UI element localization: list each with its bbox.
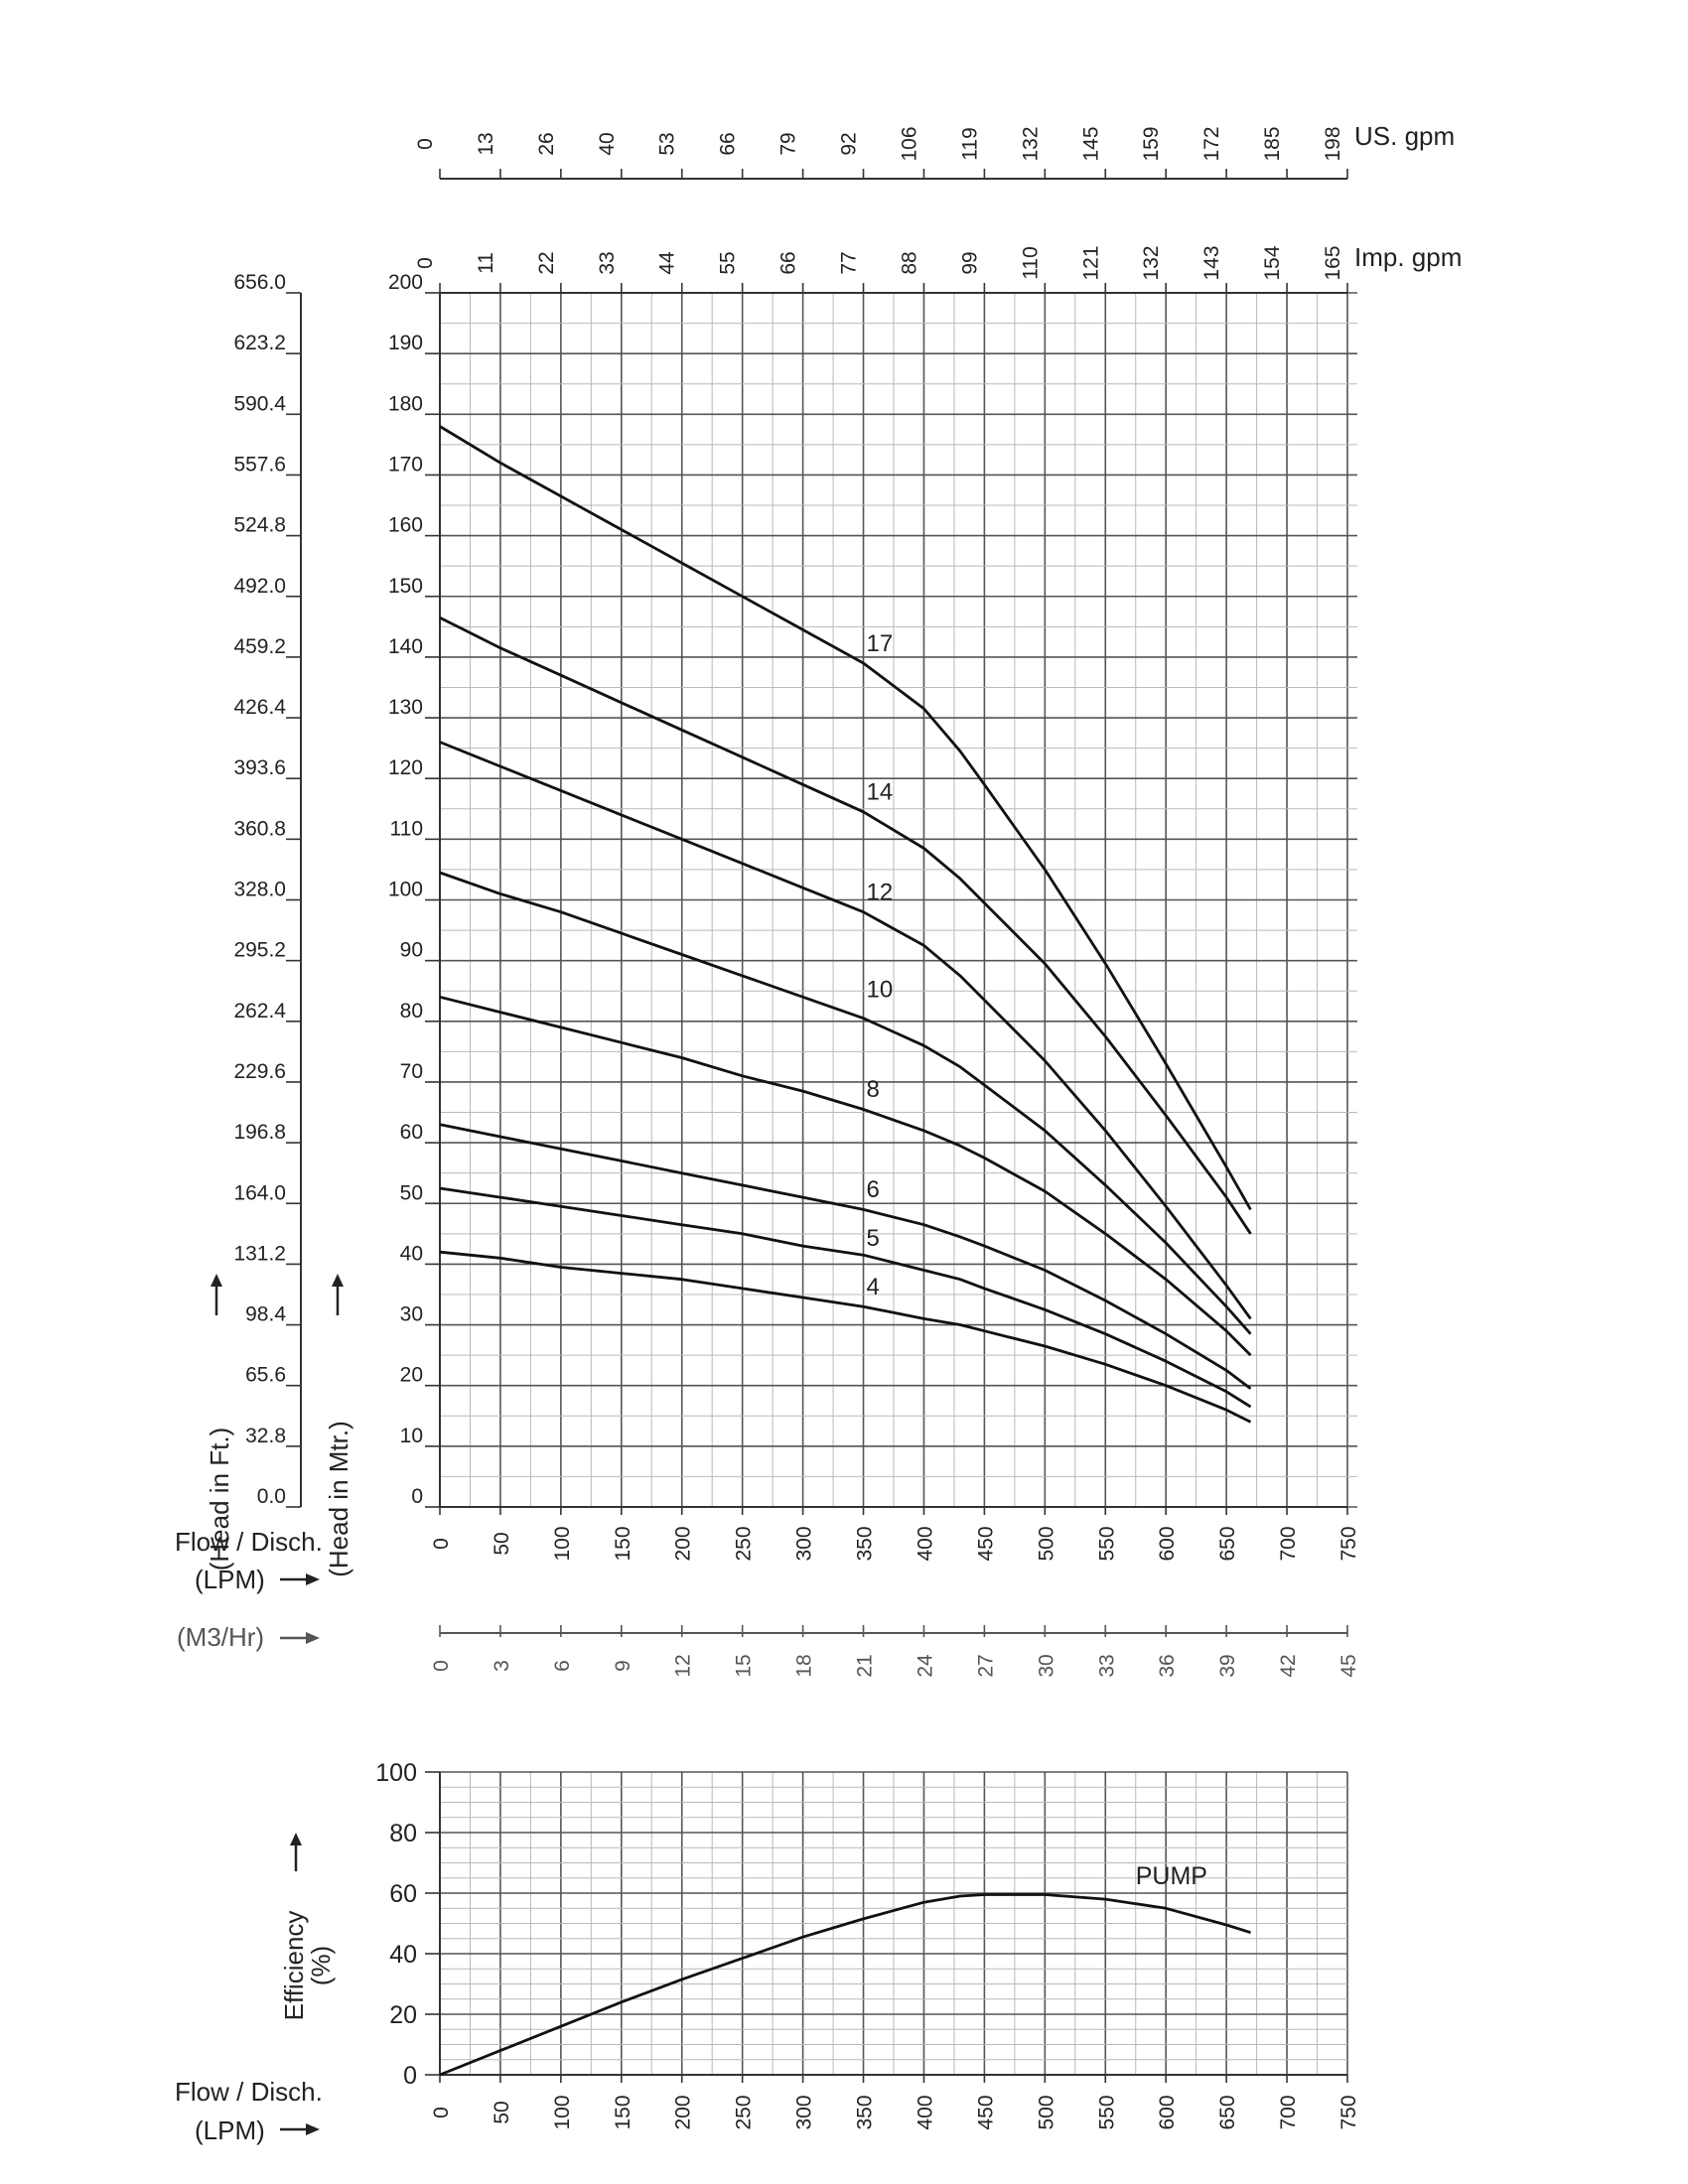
x-tick-label-lpm: 150 [611,1526,634,1562]
x-tick-label-lpm: 600 [1156,1526,1180,1562]
head-m-arrow-icon [332,1274,344,1315]
m3hr-tick-label: 24 [914,1654,937,1678]
x-tick-label-lpm: 200 [671,1526,695,1562]
x-tick-label-lpm: 500 [1035,1526,1058,1562]
impgpm-tick-label: 110 [1019,246,1043,280]
y-tick-label-m: 110 [389,817,423,841]
impgpm-tick-label: 99 [958,251,982,275]
y-tick-label-ft: 393.6 [233,756,286,780]
y-tick-label-ft: 262.4 [233,999,286,1023]
y-tick-label-ft: 295.2 [233,938,286,962]
x-tick-label-lpm: 400 [914,1526,937,1562]
head-ft-arrow-icon [211,1274,222,1315]
y-tick-label-m: 160 [387,513,423,537]
m3hr-tick-label: 9 [611,1660,634,1672]
eff-y-tick-label: 100 [375,1759,417,1787]
y-tick-label-ft: 492.0 [233,574,286,598]
eff-x-tick-label: 700 [1277,2095,1301,2130]
efficiency-unit-title: (%) [306,1945,336,1986]
x-tick-label-lpm: 450 [974,1526,998,1562]
x-tick-label-lpm: 50 [490,1532,513,1556]
y-tick-label-m: 200 [387,271,423,294]
m3hr-tick-label: 0 [430,1660,453,1672]
y-tick-label-m: 30 [399,1302,423,1326]
impgpm-tick-label: 0 [414,257,437,269]
impgpm-tick-label: 154 [1261,245,1285,281]
usgpm-tick-label: 40 [595,132,619,156]
eff-x-tick-label: 0 [430,2107,453,2118]
y-tick-label-m: 190 [387,332,423,355]
y-tick-label-ft: 229.6 [233,1059,286,1083]
m3hr-tick-label: 45 [1337,1654,1360,1678]
eff-y-tick-label: 80 [389,1820,417,1847]
eff-y-tick-label: 40 [389,1941,417,1969]
eff-y-tick-label: 0 [403,2062,417,2090]
x-tick-label-lpm: 250 [732,1526,756,1562]
imp-gpm-unit-label: Imp. gpm [1354,242,1463,272]
x-tick-label-lpm: 550 [1095,1526,1119,1562]
x-tick-label-lpm: 650 [1216,1526,1240,1562]
y-tick-label-m: 60 [399,1121,423,1145]
y-tick-label-m: 170 [387,453,423,477]
y-tick-label-m: 70 [399,1059,423,1083]
usgpm-tick-label: 13 [474,132,497,156]
curve-label-4: 4 [866,1273,880,1300]
usgpm-tick-label: 132 [1019,126,1043,162]
eff-x-tick-label: 400 [914,2095,937,2130]
y-tick-label-m: 10 [399,1424,423,1447]
usgpm-tick-label: 145 [1079,126,1103,162]
x-tick-label-lpm: 750 [1337,1526,1360,1562]
impgpm-tick-label: 33 [595,251,619,275]
eff-x-tick-label: 600 [1156,2095,1180,2130]
eff-x-tick-label: 50 [490,2101,513,2124]
impgpm-tick-label: 88 [898,251,921,275]
efficiency-curve-label: PUMP [1135,1861,1207,1890]
usgpm-tick-label: 159 [1140,126,1164,162]
y-tick-label-ft: 32.8 [245,1424,286,1447]
curve-label-17: 17 [866,629,894,657]
usgpm-tick-label: 185 [1261,126,1285,162]
y-tick-label-ft: 328.0 [233,878,286,901]
lpm-axis-title: (LPM) [195,1565,265,1594]
m3hr-tick-label: 27 [974,1654,998,1678]
y-tick-label-ft: 0.0 [256,1485,286,1508]
impgpm-tick-label: 55 [716,251,740,275]
lpm-arrow-icon [280,1573,320,1585]
y-tick-label-m: 0 [411,1485,423,1508]
y-tick-label-ft: 65.6 [245,1363,286,1387]
m3hr-tick-label: 3 [490,1660,513,1672]
curve-label-5: 5 [866,1225,880,1253]
y-tick-label-ft: 360.8 [233,817,286,841]
flow-axis-title-2: Flow / Disch. [175,2077,323,2107]
head-ft-axis-title: (Head in Ft.) [205,1427,234,1571]
impgpm-tick-label: 121 [1079,245,1103,281]
y-tick-label-ft: 656.0 [233,271,286,294]
x-tick-label-lpm: 100 [550,1526,574,1562]
x-tick-label-lpm: 350 [853,1526,877,1562]
eff-x-tick-label: 100 [550,2095,574,2130]
eff-x-tick-label: 450 [974,2095,998,2130]
y-tick-label-ft: 131.2 [233,1242,286,1266]
y-tick-label-ft: 590.4 [233,392,286,416]
eff-x-tick-label: 150 [611,2095,634,2130]
m3hr-tick-label: 12 [671,1654,695,1678]
eff-x-tick-label: 650 [1216,2095,1240,2130]
grid-layer [440,293,1357,2075]
y-tick-label-ft: 524.8 [233,513,286,537]
m3hr-tick-label: 18 [792,1654,816,1678]
y-tick-label-ft: 623.2 [233,332,286,355]
y-tick-label-m: 80 [399,999,423,1023]
y-tick-label-m: 90 [399,938,423,962]
lpm-arrow-icon-2 [280,2123,320,2135]
eff-x-tick-label: 300 [792,2095,816,2130]
y-tick-label-ft: 98.4 [245,1302,286,1326]
impgpm-tick-label: 132 [1140,245,1164,281]
impgpm-tick-label: 165 [1322,245,1344,281]
m3hr-axis-title: (M3/Hr) [177,1622,265,1652]
impgpm-tick-label: 22 [534,251,558,275]
m3hr-tick-label: 42 [1277,1654,1301,1678]
usgpm-tick-label: 92 [837,132,861,156]
y-tick-label-ft: 164.0 [233,1181,286,1205]
m3hr-tick-label: 6 [550,1660,574,1672]
usgpm-tick-label: 79 [776,132,800,156]
impgpm-tick-label: 143 [1200,245,1224,281]
eff-x-tick-label: 750 [1337,2095,1360,2130]
usgpm-tick-label: 106 [898,126,921,162]
y-tick-label-ft: 426.4 [233,696,286,720]
head-m-axis-title: (Head in Mtr.) [324,1421,353,1577]
y-tick-label-m: 20 [399,1363,423,1387]
x-tick-label-lpm: 700 [1277,1526,1301,1562]
m3hr-arrow-icon [280,1632,320,1644]
impgpm-tick-label: 66 [776,251,800,275]
m3hr-tick-label: 21 [853,1654,877,1678]
m3hr-tick-label: 39 [1216,1654,1240,1678]
m3hr-tick-label: 15 [732,1654,756,1678]
y-tick-label-m: 150 [387,574,423,598]
usgpm-tick-label: 26 [534,132,558,156]
m3hr-tick-label: 33 [1095,1654,1119,1678]
lpm-axis-title-2: (LPM) [195,2116,265,2145]
y-tick-label-m: 130 [387,696,423,720]
curve-label-14: 14 [866,778,894,806]
x-tick-label-lpm: 300 [792,1526,816,1562]
y-tick-label-m: 180 [387,392,423,416]
usgpm-tick-label: 172 [1200,126,1224,162]
axes-layer [233,126,1360,2129]
eff-y-tick-label: 20 [389,2001,417,2029]
curve-label-10: 10 [866,976,894,1004]
curve-label-6: 6 [866,1176,880,1204]
m3hr-tick-label: 36 [1156,1654,1180,1678]
m3hr-tick-label: 30 [1035,1654,1058,1678]
y-tick-label-m: 100 [387,878,423,901]
eff-y-tick-label: 60 [389,1880,417,1908]
usgpm-tick-label: 66 [716,132,740,156]
eff-x-tick-label: 200 [671,2095,695,2130]
curve-label-12: 12 [866,879,894,906]
y-tick-label-m: 40 [399,1242,423,1266]
y-tick-label-m: 140 [387,634,423,658]
curve-label-8: 8 [866,1076,880,1104]
usgpm-tick-label: 53 [655,132,679,156]
y-tick-label-ft: 557.6 [233,453,286,477]
usgpm-tick-label: 0 [414,138,437,150]
usgpm-tick-label: 119 [958,127,982,161]
eff-x-tick-label: 350 [853,2095,877,2130]
y-tick-label-ft: 459.2 [233,634,286,658]
eff-x-tick-label: 550 [1095,2095,1119,2130]
usgpm-tick-label: 198 [1322,126,1344,162]
x-tick-label-lpm: 0 [430,1538,453,1550]
flow-axis-title: Flow / Disch. [175,1527,323,1557]
impgpm-tick-label: 77 [837,251,861,275]
efficiency-arrow-icon [290,1833,302,1871]
eff-x-tick-label: 500 [1035,2095,1058,2130]
impgpm-tick-label: 44 [655,251,679,275]
y-tick-label-m: 50 [399,1181,423,1205]
impgpm-tick-label: 11 [474,252,497,274]
eff-x-tick-label: 250 [732,2095,756,2130]
y-tick-label-m: 120 [387,756,423,780]
efficiency-axis-title: Efficiency [279,1910,309,2021]
y-tick-label-ft: 196.8 [233,1121,286,1145]
us-gpm-unit-label: US. gpm [1354,121,1456,151]
